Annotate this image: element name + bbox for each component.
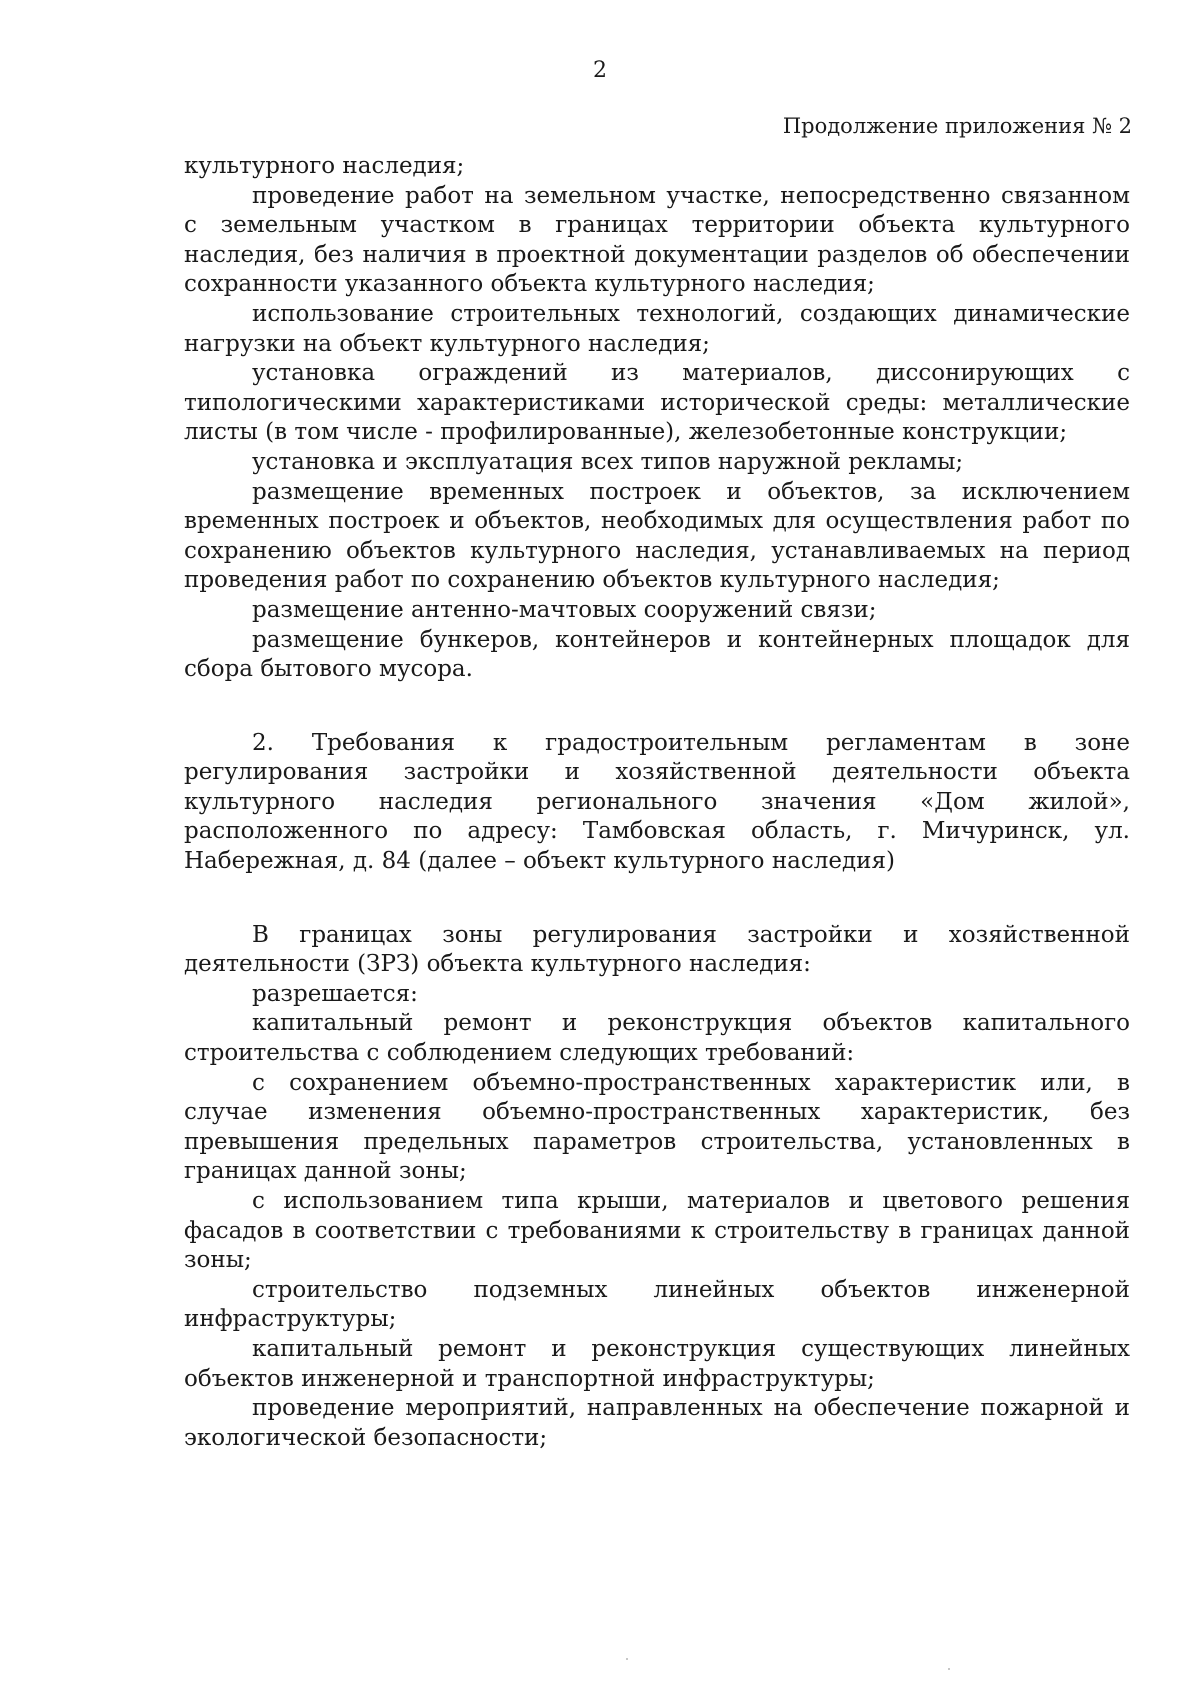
paragraph: строительство подземных линейных объектов инженерной инфраструктуры; — [184, 1276, 1130, 1333]
paragraph: с использованием типа крыши, материалов и цветового решения фасадов в соответствии с требованиями к строительству в границах данной зоны; — [184, 1188, 1130, 1274]
paragraph: установка ограждений из материалов, диссонирующих с типологическими характеристиками исторической среды: металлические листы (в том числе - профилированные), железобетонные конструкции; — [184, 360, 1130, 446]
scan-speck — [948, 1668, 950, 1670]
paragraph: разрешается: — [252, 980, 418, 1007]
paragraph: размещение бункеров, контейнеров и контейнерных площадок для сбора бытового мусора. — [184, 626, 1130, 683]
paragraph: установка и эксплуатация всех типов наружной рекламы; — [252, 448, 964, 475]
paragraph: использование строительных технологий, создающих динамические нагрузки на объект культурного наследия; — [184, 300, 1130, 357]
paragraph: культурного наследия; — [184, 153, 465, 179]
paragraph: размещение антенно-мачтовых сооружений связи; — [252, 596, 877, 623]
paragraph: проведение работ на земельном участке, непосредственно связанном с земельным участком в границах территории объекта культурного наследия, без наличия в проектной документации разделов об обеспечении сохранности указанного объекта культурного наследия; — [184, 182, 1130, 298]
section-heading: 2. Требования к градостроительным регламентам в зоне регулирования застройки и хозяйственной деятельности объекта культурного наследия регионального значения «Дом жилой», расположенного по адресу: Тамбовская область, г. Мичуринск, ул. Набережная, д. 84 (далее – объект культурного наследия) — [184, 729, 1130, 875]
paragraph: с сохранением объемно-пространственных характеристик или, в случае изменения объемно-пространственных характеристик, без превышения предельных параметров строительства, установленных в границах данной зоны; — [184, 1069, 1130, 1185]
page-number: 2 — [593, 58, 607, 83]
paragraph: проведение мероприятий, направленных на обеспечение пожарной и экологической безопасности; — [184, 1395, 1130, 1451]
paragraph: размещение временных построек и объектов, за исключением временных построек и объектов, необходимых для осуществления работ по сохранению объектов культурного наследия, устанавливаемых на период проведения работ по сохранению объектов культурного наследия; — [184, 478, 1130, 594]
continuation-label: Продолжение приложения № 2 — [782, 114, 1132, 138]
paragraph: капитальный ремонт и реконструкция объектов капитального строительства с соблюдением следующих требований: — [184, 1010, 1130, 1067]
scan-speck — [626, 1658, 628, 1660]
paragraph: капитальный ремонт и реконструкция существующих линейных объектов инженерной и транспортной инфраструктуры; — [184, 1335, 1130, 1392]
document-body — [184, 152, 1130, 1453]
paragraph: В границах зоны регулирования застройки и хозяйственной деятельности (ЗРЗ) объекта культурного наследия: — [184, 921, 1130, 978]
